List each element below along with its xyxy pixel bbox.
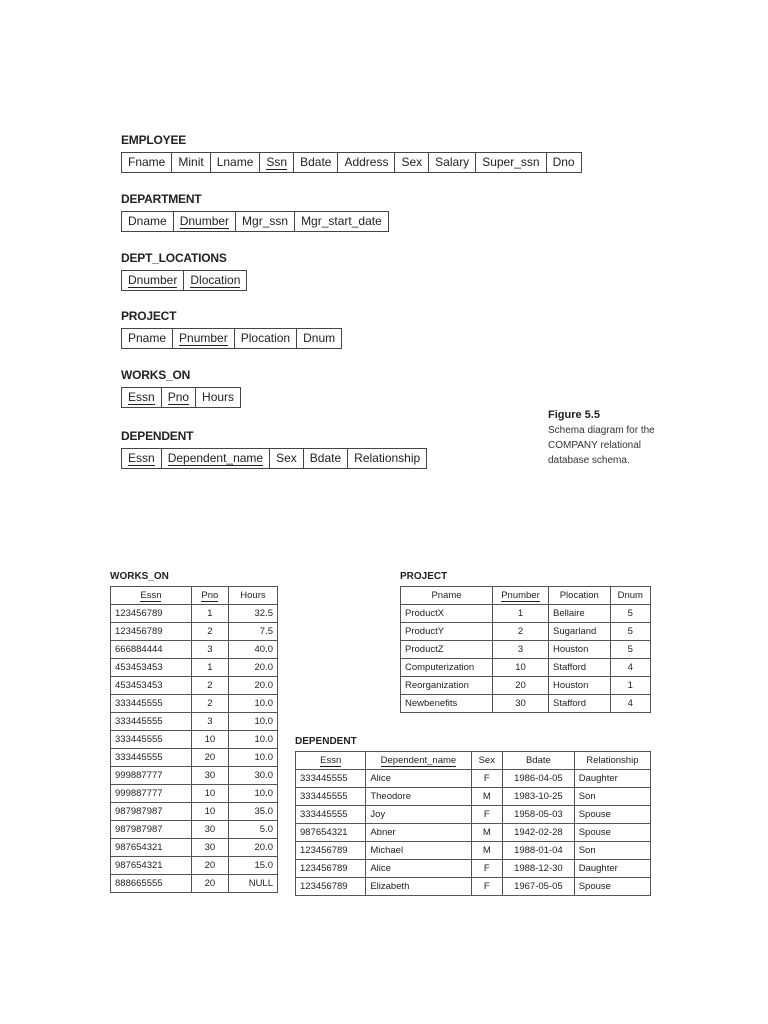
table-cell: 453453453	[111, 659, 192, 677]
table-cell: 35.0	[228, 803, 277, 821]
table-row	[111, 605, 278, 623]
table-cell: 1942-02-28	[503, 824, 575, 842]
table-cell: Son	[574, 842, 650, 860]
table-cell: 123456789	[111, 605, 192, 623]
table-cell: 2	[493, 623, 549, 641]
attr-pno: Pno	[167, 390, 190, 404]
figure-number: Figure 5.5	[548, 409, 600, 421]
table-cell: 20	[191, 857, 228, 875]
table-row	[401, 605, 651, 623]
attr-super-ssn: Super_ssn	[476, 153, 546, 172]
table-cell: M	[471, 842, 503, 860]
dependent-title: DEPENDENT	[121, 429, 194, 443]
table-cell: Daughter	[574, 860, 650, 878]
table-cell: 1	[191, 605, 228, 623]
table-row	[296, 806, 651, 824]
table-cell: 987654321	[296, 824, 366, 842]
table-cell: F	[471, 770, 503, 788]
col-pname: Pname	[401, 587, 493, 605]
table-header-row	[296, 752, 651, 770]
attr-pnumber-key	[173, 329, 235, 348]
table-cell: Elizabeth	[366, 878, 471, 896]
table-cell: Son	[574, 788, 650, 806]
attr-dependent-name-key	[162, 449, 270, 468]
table-cell: 1	[610, 677, 650, 695]
attr-dnumber-key	[174, 212, 236, 231]
col-dependent-name	[366, 752, 471, 770]
dept-locations-schema	[121, 250, 247, 291]
col-pnumber-label: Pnumber	[501, 590, 540, 601]
attr-ssn-key	[260, 153, 294, 172]
dept-locations-title: DEPT_LOCATIONS	[121, 251, 227, 265]
attr-salary: Salary	[429, 153, 476, 172]
table-cell: 20	[493, 677, 549, 695]
table-cell: Sugarland	[548, 623, 610, 641]
col-hours: Hours	[228, 587, 277, 605]
table-row	[111, 803, 278, 821]
attr-essn: Essn	[128, 390, 155, 404]
attr-pnumber: Pnumber	[179, 331, 228, 345]
works-on-attrs	[121, 387, 241, 408]
attr-sex: Sex	[270, 449, 304, 468]
table-cell: 10	[191, 785, 228, 803]
table-row	[296, 824, 651, 842]
table-cell: 20.0	[228, 659, 277, 677]
project-table-title: PROJECT	[400, 571, 448, 582]
works-on-rows	[111, 605, 278, 893]
table-row	[111, 677, 278, 695]
table-cell: Alice	[366, 860, 471, 878]
attr-essn: Essn	[128, 451, 155, 465]
employee-attrs	[121, 152, 582, 173]
dependent-attrs	[121, 448, 427, 469]
dependent-rows	[296, 770, 651, 896]
table-cell: ProductY	[401, 623, 493, 641]
table-cell: 30.0	[228, 767, 277, 785]
table-cell: 987987987	[111, 803, 192, 821]
table-row	[111, 623, 278, 641]
table-cell: 10.0	[228, 731, 277, 749]
table-cell: 123456789	[296, 842, 366, 860]
table-row	[296, 860, 651, 878]
table-row	[296, 788, 651, 806]
department-schema	[121, 191, 389, 232]
table-row	[111, 731, 278, 749]
attr-ssn: Ssn	[266, 155, 288, 169]
table-cell: F	[471, 806, 503, 824]
col-bdate: Bdate	[503, 752, 575, 770]
dependent-table-title: DEPENDENT	[295, 736, 357, 747]
table-row	[111, 713, 278, 731]
table-row	[111, 821, 278, 839]
attr-dnum: Dnum	[303, 331, 336, 345]
table-cell: 4	[610, 659, 650, 677]
table-row	[401, 659, 651, 677]
table-cell: 2	[191, 677, 228, 695]
table-cell: 15.0	[228, 857, 277, 875]
table-cell: 987987987	[111, 821, 192, 839]
caption-line: database schema.	[548, 455, 630, 466]
table-cell: Spouse	[574, 824, 650, 842]
table-cell: 20	[191, 875, 228, 893]
table-cell: 3	[493, 641, 549, 659]
table-cell: ProductX	[401, 605, 493, 623]
table-cell: 20.0	[228, 839, 277, 857]
table-cell: 888665555	[111, 875, 192, 893]
table-cell: 5	[610, 605, 650, 623]
table-cell: 1986-04-05	[503, 770, 575, 788]
table-cell: 3	[191, 641, 228, 659]
table-cell: 40.0	[228, 641, 277, 659]
employee-schema	[121, 132, 582, 173]
table-cell: 666884444	[111, 641, 192, 659]
col-essn-label: Essn	[320, 755, 342, 766]
table-row	[296, 842, 651, 860]
table-cell: 123456789	[296, 860, 366, 878]
table-cell: Alice	[366, 770, 471, 788]
table-cell: 453453453	[111, 677, 192, 695]
table-cell: NULL	[228, 875, 277, 893]
table-cell: Michael	[366, 842, 471, 860]
col-sex: Sex	[471, 752, 503, 770]
table-cell: 2	[191, 695, 228, 713]
table-cell: ProductZ	[401, 641, 493, 659]
table-cell: M	[471, 788, 503, 806]
col-dependent-name-label: Dependent_name	[380, 755, 457, 766]
table-cell: 4	[610, 695, 650, 713]
attr-relationship: Relationship	[354, 451, 421, 465]
table-cell: 20.0	[228, 677, 277, 695]
attr-fname: Fname	[122, 153, 172, 172]
table-cell: 1988-01-04	[503, 842, 575, 860]
attr-sex: Sex	[395, 153, 429, 172]
table-cell: 10	[191, 731, 228, 749]
table-cell: Reorganization	[401, 677, 493, 695]
table-header-row	[401, 587, 651, 605]
table-cell: 10.0	[228, 695, 277, 713]
table-cell: 1958-05-03	[503, 806, 575, 824]
table-cell: 1983-10-25	[503, 788, 575, 806]
col-pno-label: Pno	[201, 590, 219, 601]
table-row	[296, 878, 651, 896]
project-title: PROJECT	[121, 309, 177, 323]
caption-line: COMPANY relational	[548, 440, 641, 451]
project-schema	[121, 308, 342, 349]
attr-dnumber: Dnumber	[179, 214, 230, 228]
table-cell: 333445555	[296, 788, 366, 806]
table-cell: Abner	[366, 824, 471, 842]
table-cell: 1967-05-05	[503, 878, 575, 896]
table-cell: 333445555	[111, 749, 192, 767]
col-pnumber	[493, 587, 549, 605]
works-on-schema	[121, 367, 241, 408]
col-dnum: Dnum	[610, 587, 650, 605]
table-cell: Joy	[366, 806, 471, 824]
table-row	[111, 767, 278, 785]
table-cell: 7.5	[228, 623, 277, 641]
attr-essn-key	[122, 388, 162, 407]
table-cell: 20	[191, 749, 228, 767]
table-cell: 5.0	[228, 821, 277, 839]
table-cell: Theodore	[366, 788, 471, 806]
table-row	[296, 770, 651, 788]
works-on-table	[110, 586, 278, 893]
attr-minit: Minit	[172, 153, 210, 172]
col-essn	[111, 587, 192, 605]
table-cell: 1	[493, 605, 549, 623]
employee-title: EMPLOYEE	[121, 133, 187, 147]
attr-lname: Lname	[211, 153, 261, 172]
attr-dlocation: Dlocation	[190, 273, 241, 287]
col-essn	[296, 752, 366, 770]
table-row	[401, 695, 651, 713]
table-cell: 5	[610, 623, 650, 641]
table-cell: Daughter	[574, 770, 650, 788]
project-attrs	[121, 328, 342, 349]
table-row	[111, 785, 278, 803]
table-cell: M	[471, 824, 503, 842]
attr-mgr-start-date: Mgr_start_date	[301, 214, 382, 228]
dependent-table	[295, 751, 651, 896]
table-row	[401, 623, 651, 641]
table-cell: 30	[191, 767, 228, 785]
table-cell: 10.0	[228, 749, 277, 767]
attr-plocation: Plocation	[235, 329, 297, 348]
table-cell: 30	[493, 695, 549, 713]
table-row	[111, 857, 278, 875]
attr-dname: Dname	[122, 212, 174, 231]
table-cell: 5	[610, 641, 650, 659]
col-relationship: Relationship	[574, 752, 650, 770]
works-on-table-title: WORKS_ON	[110, 571, 169, 582]
department-attrs	[121, 211, 389, 232]
project-rows	[401, 605, 651, 713]
table-cell: Bellaire	[548, 605, 610, 623]
attr-hours: Hours	[202, 390, 235, 404]
attr-pname: Pname	[122, 329, 173, 348]
table-cell: 3	[191, 713, 228, 731]
table-cell: 999887777	[111, 767, 192, 785]
table-row	[111, 695, 278, 713]
attr-dlocation-key	[184, 271, 246, 290]
table-cell: 123456789	[111, 623, 192, 641]
attr-dnumber: Dnumber	[128, 273, 178, 287]
table-cell: Stafford	[548, 695, 610, 713]
dept-locations-attrs	[121, 270, 247, 291]
table-cell: 333445555	[296, 770, 366, 788]
col-plocation: Plocation	[548, 587, 610, 605]
figure-caption	[548, 408, 678, 468]
table-cell: Stafford	[548, 659, 610, 677]
attr-dependent-name: Dependent_name	[167, 451, 264, 465]
department-title: DEPARTMENT	[121, 192, 202, 206]
table-cell: 30	[191, 839, 228, 857]
table-cell: 10	[493, 659, 549, 677]
attr-bdate: Bdate	[294, 153, 338, 172]
table-cell: Houston	[548, 641, 610, 659]
attr-bdate: Bdate	[304, 449, 348, 468]
table-cell: Newbenefits	[401, 695, 493, 713]
table-row	[111, 875, 278, 893]
table-row	[401, 677, 651, 695]
table-cell: 10.0	[228, 785, 277, 803]
caption-line: Schema diagram for the	[548, 425, 655, 436]
table-row	[111, 839, 278, 857]
table-cell: 10.0	[228, 713, 277, 731]
table-cell: Computerization	[401, 659, 493, 677]
table-cell: Houston	[548, 677, 610, 695]
table-header-row	[111, 587, 278, 605]
attr-mgr-ssn: Mgr_ssn	[236, 212, 295, 231]
table-cell: 333445555	[296, 806, 366, 824]
table-cell: 10	[191, 803, 228, 821]
table-cell: 987654321	[111, 839, 192, 857]
table-cell: F	[471, 860, 503, 878]
attr-dnumber-key	[122, 271, 184, 290]
attr-address: Address	[338, 153, 395, 172]
table-cell: 2	[191, 623, 228, 641]
table-row	[111, 641, 278, 659]
table-cell: Spouse	[574, 878, 650, 896]
table-cell: 333445555	[111, 731, 192, 749]
table-cell: 30	[191, 821, 228, 839]
col-essn-label: Essn	[140, 590, 162, 601]
table-cell: 1	[191, 659, 228, 677]
table-row	[401, 641, 651, 659]
table-cell: Spouse	[574, 806, 650, 824]
works-on-title: WORKS_ON	[121, 368, 191, 382]
table-cell: 999887777	[111, 785, 192, 803]
table-cell: F	[471, 878, 503, 896]
attr-dno: Dno	[552, 155, 575, 169]
attr-essn-key	[122, 449, 162, 468]
table-cell: 987654321	[111, 857, 192, 875]
project-table	[400, 586, 651, 713]
table-cell: 32.5	[228, 605, 277, 623]
dependent-schema	[121, 428, 427, 469]
table-cell: 333445555	[111, 713, 192, 731]
table-row	[111, 749, 278, 767]
table-cell: 1988-12-30	[503, 860, 575, 878]
attr-pno-key	[162, 388, 196, 407]
table-cell: 333445555	[111, 695, 192, 713]
table-row	[111, 659, 278, 677]
col-pno	[191, 587, 228, 605]
table-cell: 123456789	[296, 878, 366, 896]
